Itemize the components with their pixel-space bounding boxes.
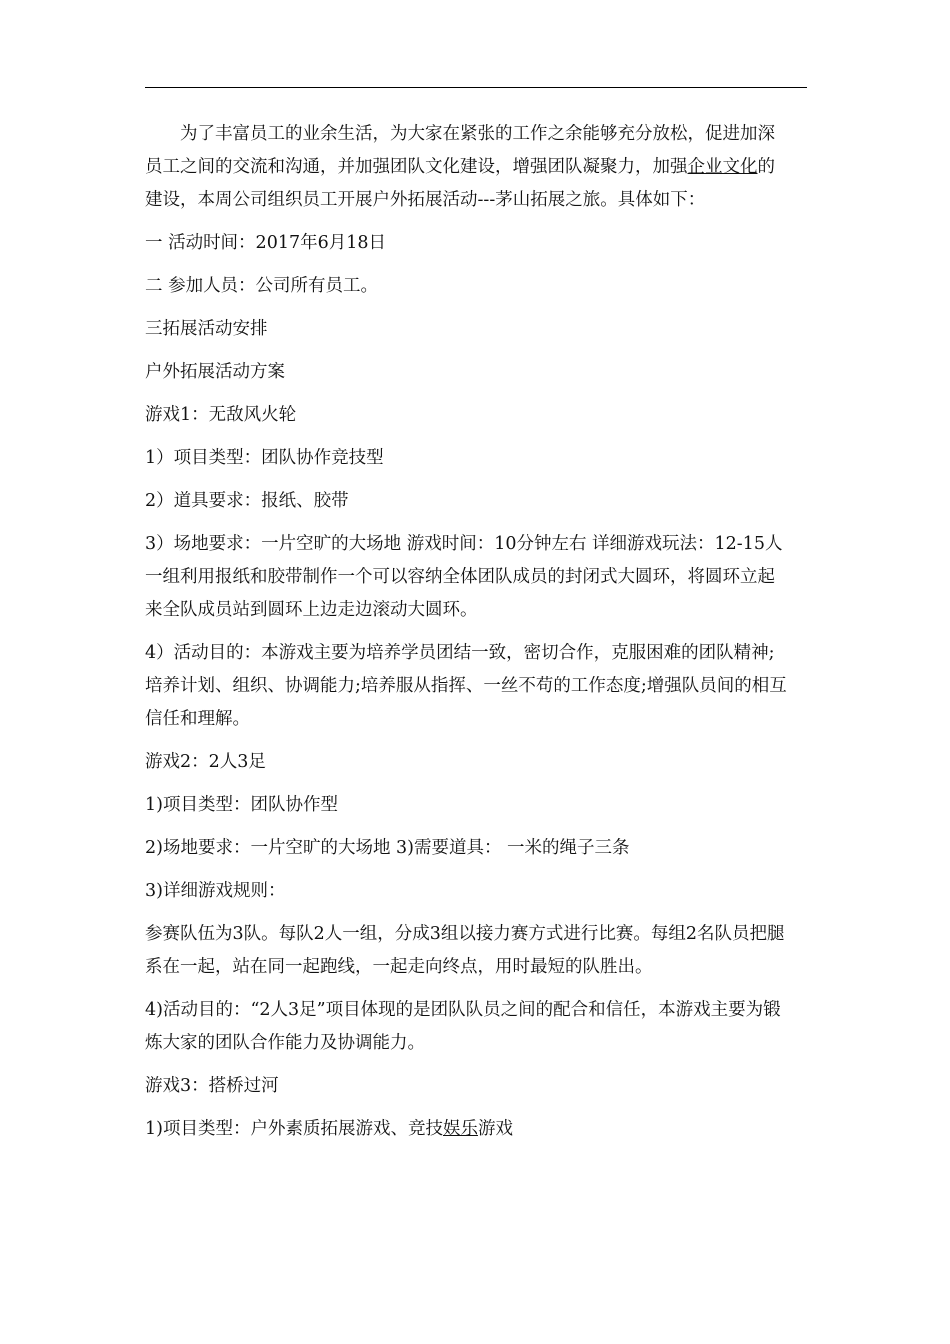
arrangement-heading: 三拓展活动安排 [145, 319, 268, 339]
header-rule [145, 87, 807, 88]
game3-title: 游戏3：搭桥过河 [145, 1076, 279, 1096]
game2-purpose: 4)活动目的：“2人3足”项目体现的是团队队员之间的配合和信任，本游戏主要为锻炼大家的团队合作能力及协调能力。 [145, 1000, 781, 1053]
game2-rules: 参赛队伍为3队。每队2人一组，分成3组以接力赛方式进行比赛。每组2名队员把腿系在一起，站在同一起跑线，一起走向终点，用时最短的队胜出。 [145, 924, 785, 977]
participants: 二 参加人员：公司所有员工。 [145, 276, 379, 296]
intro-paragraph [145, 118, 790, 217]
activity-time: 一 活动时间：2017年6月18日 [145, 233, 387, 253]
intro-text-1: 为了丰富员工的业余生活，为大家在紧张的工作之余能够充分放松，促进加深员工之间的交流和沟通，并加强团队文化建设，增强团队凝聚力，加强 [145, 124, 775, 177]
game1-title: 游戏1：无敌风火轮 [145, 405, 297, 425]
game3-type-text-1: 1)项目类型：户外素质拓展游戏、竞技 [145, 1119, 443, 1139]
game1-props: 2）道具要求：报纸、胶带 [145, 491, 349, 511]
game3-type [145, 1113, 790, 1146]
game1-type: 1）项目类型：团队协作竞技型 [145, 448, 384, 468]
link-corporate-culture[interactable]: 企业文化 [687, 157, 758, 177]
document-body [145, 118, 790, 1146]
game3-type-text-2: 游戏 [477, 1119, 513, 1139]
game2-venue: 2)场地要求：一片空旷的大场地 3)需要道具： 一米的绳子三条 [145, 838, 630, 858]
game2-rules-title: 3)详细游戏规则： [145, 881, 286, 901]
game1-purpose: 4）活动目的：本游戏主要为培养学员团结一致，密切合作，克服困难的团队精神;培养计划、组织、协调能力;培养服从指挥、一丝不苟的工作态度;增强队员间的相互信任和理解。 [145, 643, 787, 729]
game2-type: 1)项目类型：团队协作型 [145, 795, 338, 815]
plan-title: 户外拓展活动方案 [145, 362, 285, 382]
intro-text-2: 的建设，本周公司组织员工开展户外拓展活动---茅山拓展之旅。具体如下： [145, 157, 775, 210]
game2-title: 游戏2：2人3足 [145, 752, 266, 772]
game1-venue: 3）场地要求：一片空旷的大场地 游戏时间：10分钟左右 详细游戏玩法：12-15人一组利用报纸和胶带制作一个可以容纳全体团队成员的封闭式大圆环，将圆环立起来全队成员站到圆环上边走边滚动大圆环。 [145, 534, 783, 620]
link-entertainment[interactable]: 娱乐 [442, 1119, 478, 1139]
